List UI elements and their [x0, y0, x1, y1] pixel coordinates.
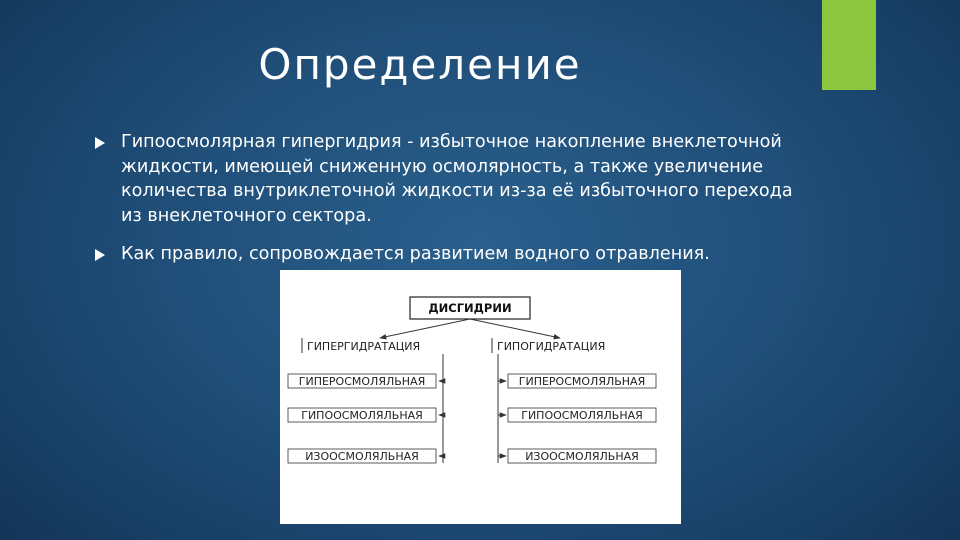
bullet-arrow-icon	[95, 137, 105, 149]
left-item-hyperosmolal: ГИПЕРОСМОЛЯЛЬНАЯ	[298, 375, 426, 388]
bullet-text: Гипоосмолярная гипергидрия - избыточное накопление внеклеточной жидкости, имеющей сниженную осмолярность, а также увеличение количества внутриклеточной жидкости из-за её избыточного перехода из внеклеточного сектора.	[121, 132, 793, 226]
bullet-item	[95, 130, 795, 228]
right-item-hypoosmolal: ГИПООСМОЛЯЛЬНАЯ	[521, 409, 643, 422]
left-item-isoosmolal: ИЗООСМОЛЯЛЬНАЯ	[305, 450, 419, 463]
dyshydria-diagram	[280, 270, 681, 524]
bullet-list	[95, 130, 795, 281]
bullet-arrow-icon	[95, 249, 105, 261]
bullet-text: Как правило, сопровождается развитием водного отравления.	[121, 244, 710, 264]
right-item-isoosmolal: ИЗООСМОЛЯЛЬНАЯ	[525, 450, 639, 463]
slide-title: Определение	[258, 40, 582, 89]
left-branch-title: ГИПЕРГИДРАТАЦИЯ	[307, 340, 421, 353]
left-item-hypoosmolal: ГИПООСМОЛЯЛЬНАЯ	[301, 409, 423, 422]
diagram-svg	[280, 270, 681, 524]
arrow-left-branch	[380, 319, 470, 338]
root-label: ДИСГИДРИИ	[428, 301, 512, 315]
right-branch-title: ГИПОГИДРАТАЦИЯ	[497, 340, 606, 353]
arrow-right-branch	[470, 319, 560, 338]
right-item-hyperosmolal: ГИПЕРОСМОЛЯЛЬНАЯ	[518, 375, 646, 388]
bullet-item	[95, 242, 795, 267]
